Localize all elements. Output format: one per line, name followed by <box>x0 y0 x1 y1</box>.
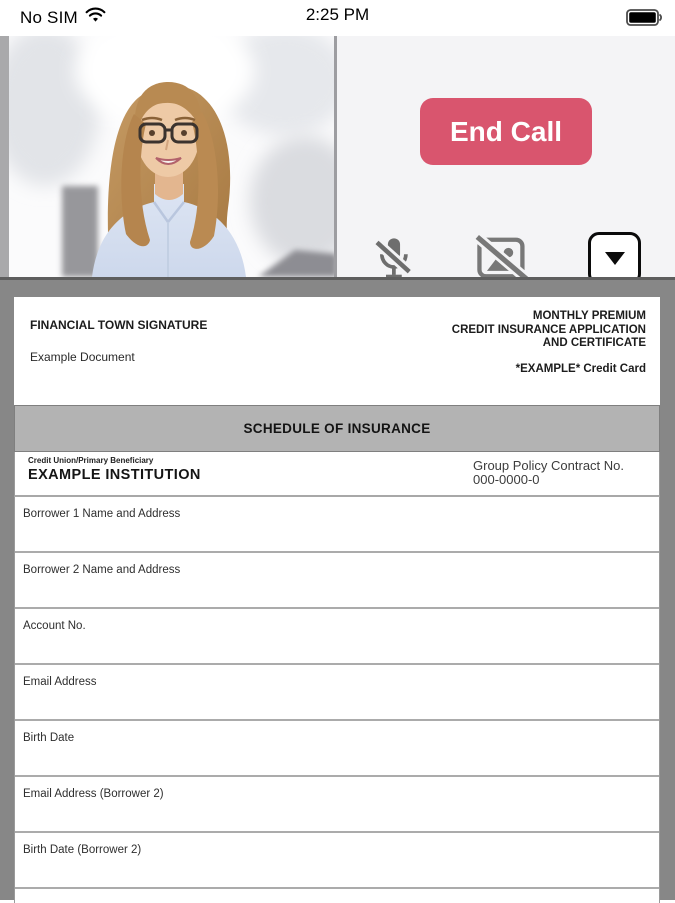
call-controls-panel <box>337 36 675 277</box>
policy-contract-label: Group Policy Contract No. <box>473 458 625 473</box>
remote-video-feed <box>0 36 337 277</box>
field-label: Borrower 1 Name and Address <box>23 508 181 520</box>
policy-contract-number: 000-0000-0 <box>473 472 540 487</box>
institution-row <box>14 452 660 497</box>
clock: 2:25 PM <box>305 5 370 24</box>
beneficiary-value: EXAMPLE INSTITUTION <box>28 467 201 483</box>
beneficiary-label: Credit Union/Primary Beneficiary <box>28 456 154 465</box>
field-row-birth-date-borrower2[interactable] <box>15 833 659 889</box>
field-label: Email Address <box>23 676 97 688</box>
document-header <box>14 297 660 405</box>
field-row-email-borrower2[interactable] <box>15 777 659 833</box>
document-subtitle: Example Document <box>30 350 135 364</box>
product-label: *EXAMPLE* Credit Card <box>515 363 646 375</box>
field-row-birth-date[interactable] <box>15 721 659 777</box>
field-row-account-no[interactable] <box>15 609 659 665</box>
heading-line-3: AND CERTIFICATE <box>542 337 646 349</box>
field-label: Birth Date <box>23 732 75 744</box>
field-label: Account No. <box>23 620 86 632</box>
field-row-partial[interactable] <box>15 889 659 903</box>
field-row-borrower1[interactable] <box>15 497 659 553</box>
schedule-of-insurance-header: SCHEDULE OF INSURANCE <box>14 405 660 452</box>
status-bar <box>0 0 675 36</box>
heading-line-1: MONTHLY PREMIUM <box>532 310 646 322</box>
field-label: Borrower 2 Name and Address <box>23 564 181 576</box>
video-call-area <box>0 36 675 277</box>
battery-full-icon <box>626 9 662 31</box>
document-viewer[interactable] <box>0 277 675 900</box>
field-row-borrower2[interactable] <box>15 553 659 609</box>
field-row-email[interactable] <box>15 665 659 721</box>
policy-contract-cell <box>473 459 624 487</box>
field-label: Birth Date (Borrower 2) <box>23 844 142 856</box>
carrier-label: No SIM <box>20 8 78 27</box>
heading-line-2: CREDIT INSURANCE APPLICATION <box>451 323 646 336</box>
document-type-heading <box>452 310 646 351</box>
insurance-document-page <box>14 297 660 903</box>
end-call-button[interactable]: End Call <box>420 98 592 165</box>
form-fields <box>14 497 660 903</box>
document-title: FINANCIAL TOWN SIGNATURE <box>30 318 208 332</box>
field-label: Email Address (Borrower 2) <box>23 788 164 800</box>
